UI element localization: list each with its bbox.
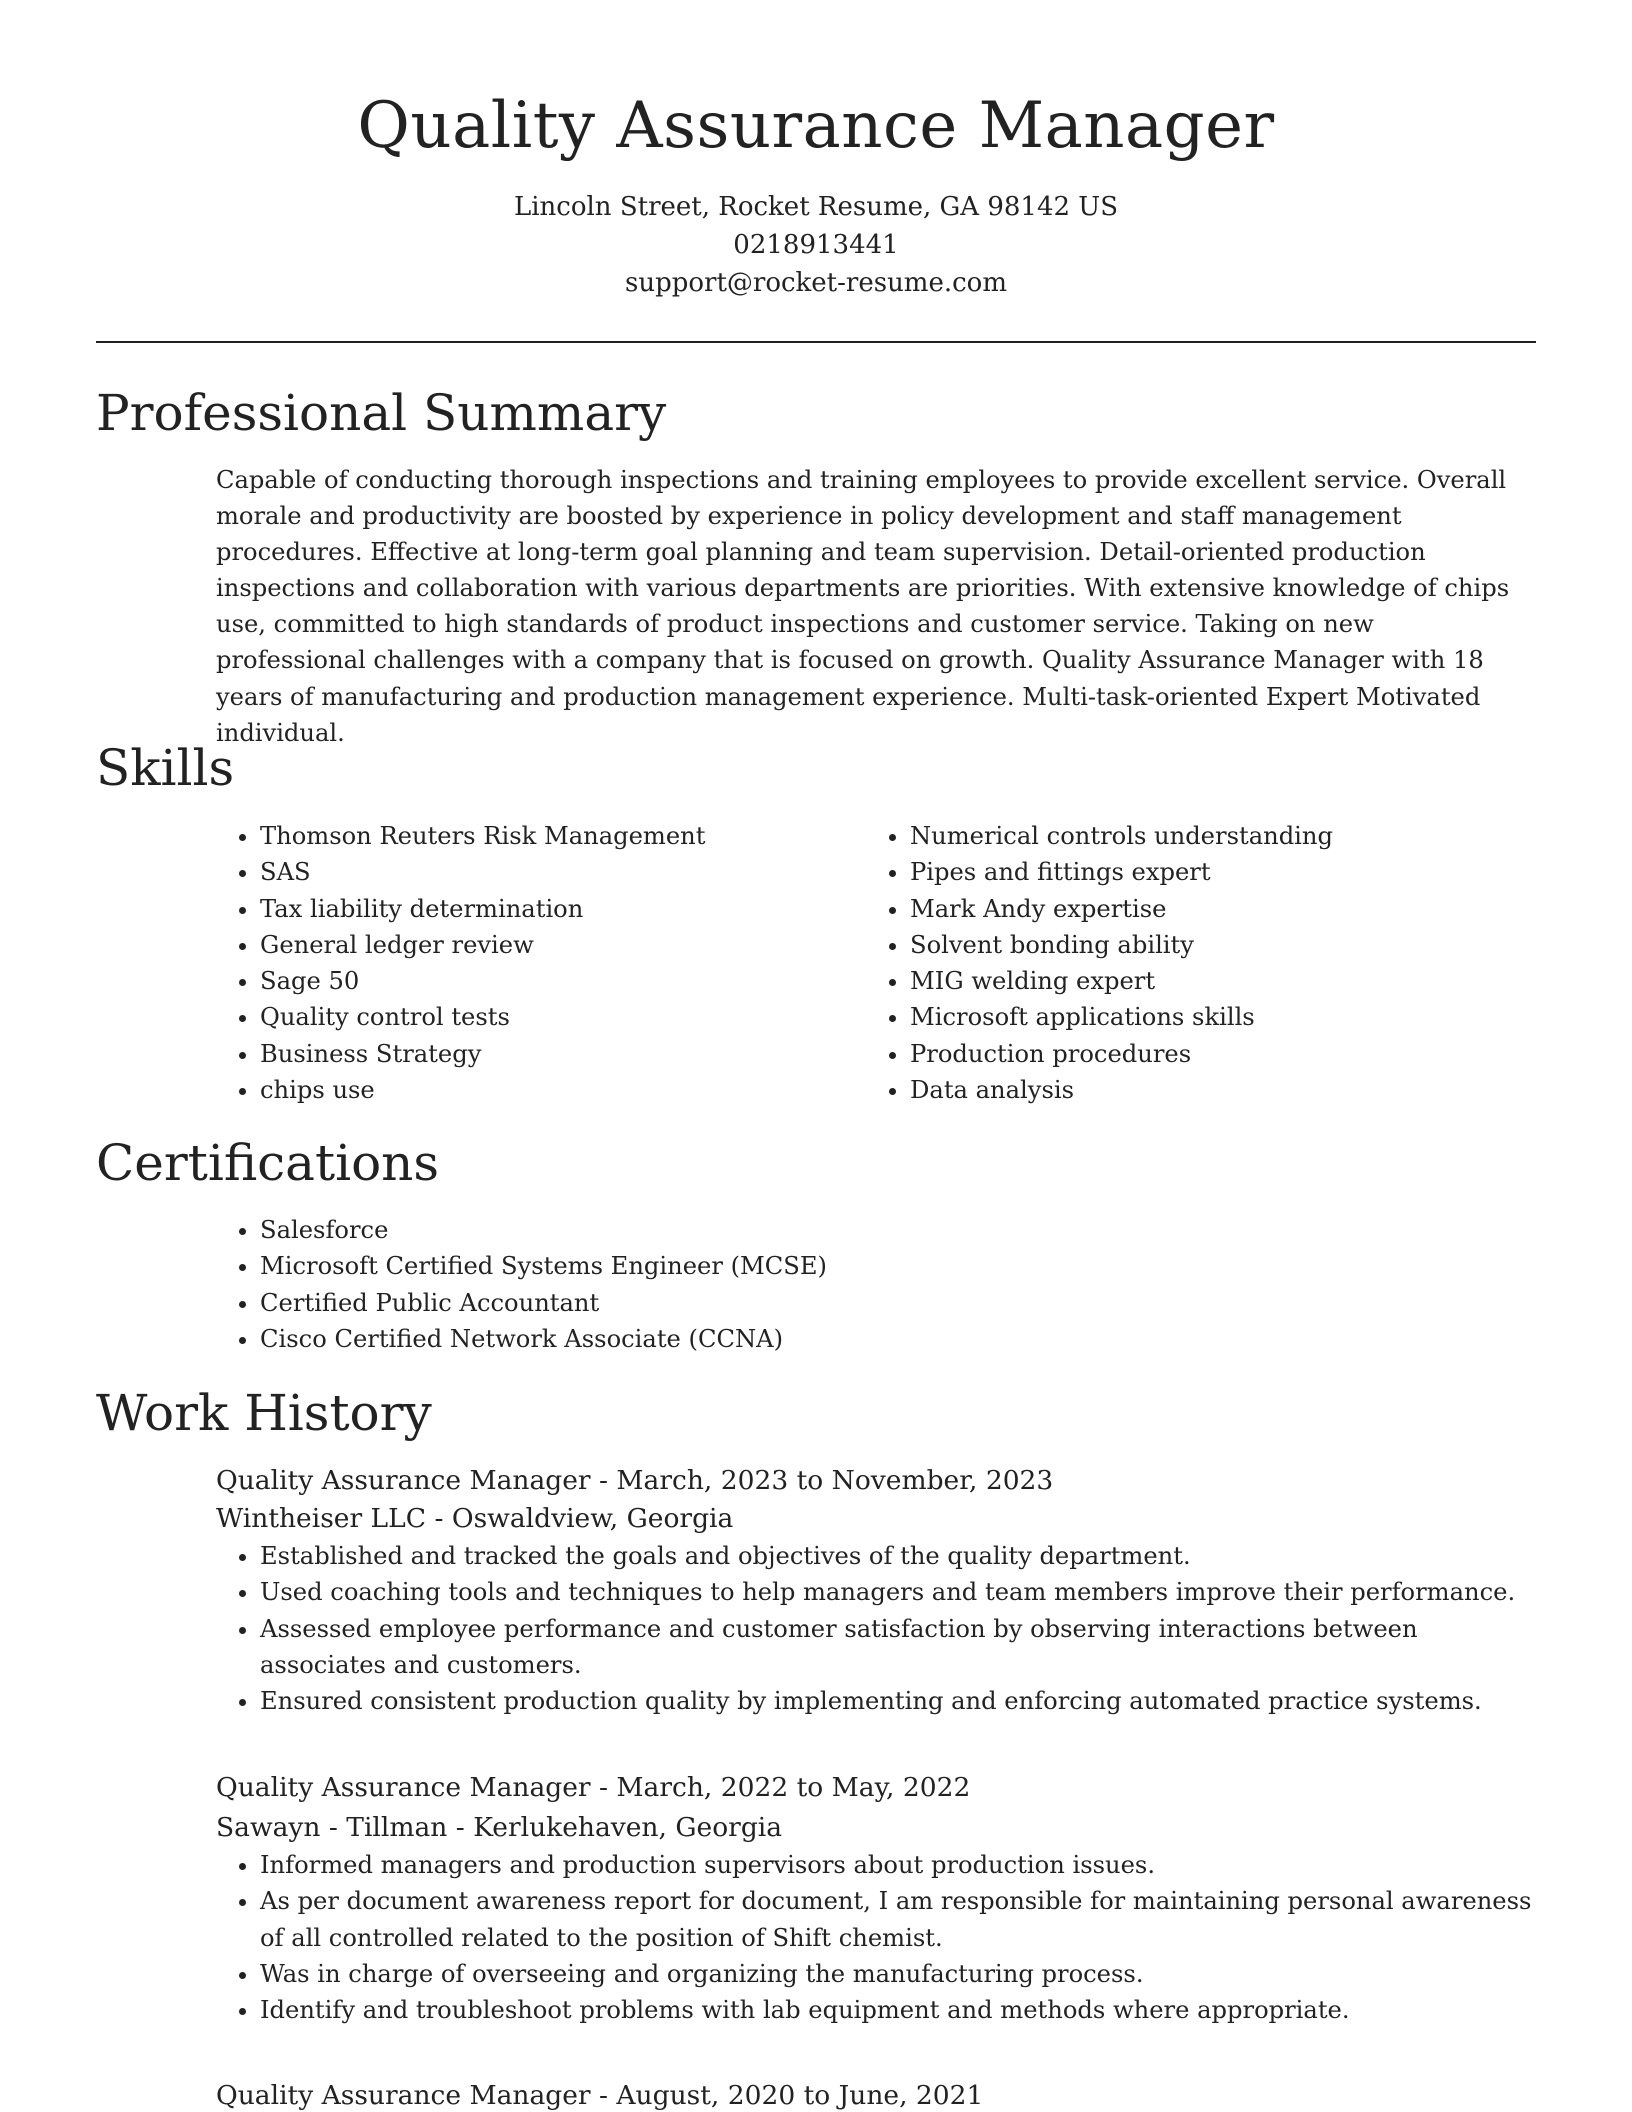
skill-item: • Mark Andy expertise xyxy=(910,891,1526,927)
job-title: Quality Assurance Manager xyxy=(216,1465,591,1496)
skill-item: • Tax liability determination xyxy=(260,891,836,927)
job-responsibilities xyxy=(0,1847,1532,2028)
certification-item: • Microsoft Certified Systems Engineer (MCSE) xyxy=(260,1248,827,1284)
address: Lincoln Street, Rocket Resume, GA 98142 US xyxy=(513,192,1119,222)
job-title: Quality Assurance Manager xyxy=(216,2080,591,2111)
job-company: Wintheiser LLC xyxy=(216,1503,427,1534)
phone-number: 0218913441 xyxy=(733,230,899,260)
job-company-line xyxy=(216,1500,1532,1538)
summary-text: Capable of conducting thorough inspections and training employees to provide excellent service. Overall morale and productivity are boosted by experience in policy development and staff management procedures. Effective at long-term goal planning and team supervision. Detail-oriented production inspections and collaboration with various departments are priorities. With extensive knowledge of chips use, committed to high standards of product inspections and customer service. Taking on new professional challenges with a company that is focused on growth. Quality Assurance Manager with 18 years of manufacturing and production management experience. Multi-task-oriented Expert Motivated individual. xyxy=(216,466,1510,747)
skills-list-left xyxy=(216,818,836,1108)
job-company-line xyxy=(216,1809,1532,1847)
certification-item: • Cisco Certified Network Associate (CCNA) xyxy=(260,1321,827,1357)
certification-item: • Certified Public Accountant xyxy=(260,1285,827,1321)
skill-item: • Pipes and fittings expert xyxy=(910,854,1526,890)
candidate-name: Quality Assurance Manager xyxy=(357,89,1275,163)
responsibility-item: • Identify and troubleshoot problems with lab equipment and methods where appropriate. xyxy=(260,1992,1532,2028)
certifications-heading: Certifications xyxy=(96,1134,440,1192)
separator: - xyxy=(447,1812,474,1843)
separator: - xyxy=(590,1772,617,1803)
skill-item: • General ledger review xyxy=(260,927,836,963)
job-title: Quality Assurance Manager xyxy=(216,1772,591,1803)
separator: - xyxy=(590,2080,617,2111)
job-entry xyxy=(216,1769,1532,2028)
separator: - xyxy=(426,1503,452,1534)
certifications-list xyxy=(216,1212,827,1357)
job-dates: March, 2022 to May, 2022 xyxy=(616,1772,971,1803)
header-divider xyxy=(96,341,1536,343)
skill-item: • Business Strategy xyxy=(260,1036,836,1072)
skill-item: • Numerical controls understanding xyxy=(910,818,1526,854)
responsibility-item: • Established and tracked the goals and objectives of the quality department. xyxy=(260,1538,1532,1574)
job-entry xyxy=(216,2077,1532,2112)
responsibility-item: • As per document awareness report for document, I am responsible for maintaining personal awareness of all controlled related to the position of Shift chemist. xyxy=(260,1883,1532,1956)
responsibility-item: • Ensured consistent production quality by implementing and enforcing automated practice systems. xyxy=(260,1683,1532,1719)
skill-item: • Data analysis xyxy=(910,1072,1526,1108)
job-title-line xyxy=(216,1462,1532,1500)
skills-column-right xyxy=(866,818,1526,1108)
resume-header xyxy=(0,82,1632,302)
responsibility-item: • Was in charge of overseeing and organizing the manufacturing process. xyxy=(260,1956,1532,1992)
skill-item: • Production procedures xyxy=(910,1036,1526,1072)
skill-item: • Quality control tests xyxy=(260,999,836,1035)
skills-list-right xyxy=(866,818,1526,1108)
job-title-line xyxy=(216,2077,1532,2112)
separator: - xyxy=(590,1465,617,1496)
job-title-line xyxy=(216,1769,1532,1807)
skills-column-left xyxy=(216,818,836,1108)
skill-item: • Microsoft applications skills xyxy=(910,999,1526,1035)
skill-item: • SAS xyxy=(260,854,836,890)
job-dates: March, 2023 to November, 2023 xyxy=(616,1465,1054,1496)
job-entry xyxy=(216,1462,1532,1719)
contact-info xyxy=(0,188,1632,302)
responsibility-item: • Informed managers and production supervisors about production issues. xyxy=(260,1847,1532,1883)
responsibility-item: • Used coaching tools and techniques to help managers and team members improve their performance. xyxy=(260,1574,1532,1610)
skills-heading: Skills xyxy=(96,739,235,797)
job-responsibilities xyxy=(0,1538,1532,1719)
certifications-block xyxy=(216,1212,827,1357)
certification-item: • Salesforce xyxy=(260,1212,827,1248)
skill-item: • Sage 50 xyxy=(260,963,836,999)
job-company: Sawayn - Tillman xyxy=(216,1812,448,1843)
skill-item: • Solvent bonding ability xyxy=(910,927,1526,963)
responsibility-item: • Assessed employee performance and customer satisfaction by observing interactions between associates and customers. xyxy=(260,1611,1532,1684)
summary-heading: Professional Summary xyxy=(96,384,667,442)
job-location: Kerlukehaven, Georgia xyxy=(473,1812,783,1843)
work-history-heading: Work History xyxy=(96,1384,432,1442)
skill-item: • Thomson Reuters Risk Management xyxy=(260,818,836,854)
skill-item: • MIG welding expert xyxy=(910,963,1526,999)
job-location: Oswaldview, Georgia xyxy=(451,1503,734,1534)
skill-item: • chips use xyxy=(260,1072,836,1108)
job-dates: August, 2020 to June, 2021 xyxy=(616,2080,984,2111)
email-address: support@rocket-resume.com xyxy=(624,268,1007,298)
